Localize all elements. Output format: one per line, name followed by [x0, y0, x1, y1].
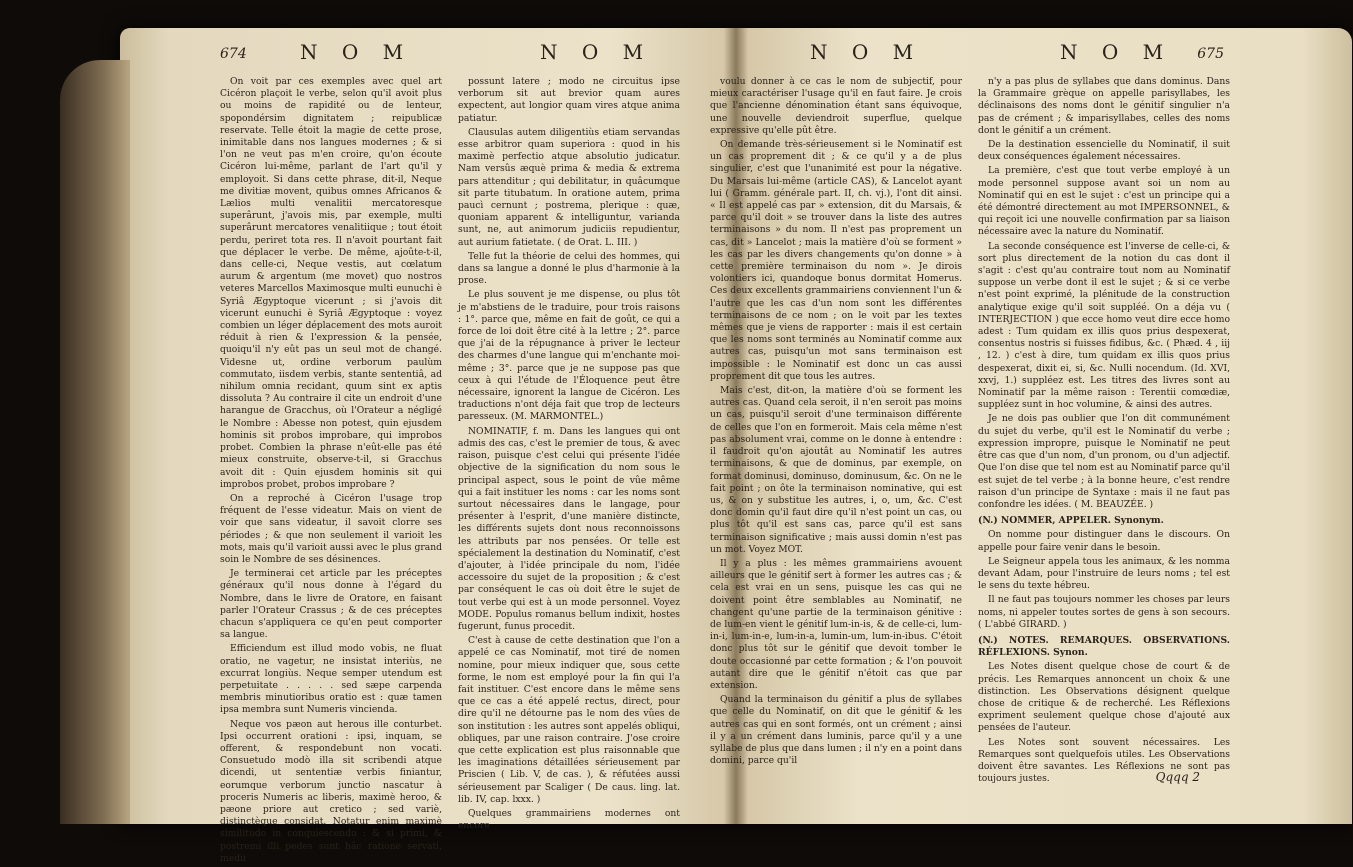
paragraph: Les Notes disent quelque chose de court & de précis. Les Remarques annoncent un choix & une distinction. Les Observations désignent quelque chose de critique & de recherché. Les Réflexions expriment seulement quelque chose d'ajouté aux pensées de l'auteur. [978, 661, 1230, 734]
paragraph: Mais c'est, dit-on, la matière d'où se forment les autres cas. Quand cela seroit, il n'en seroit pas moins un cas, puisqu'il seroit d'une terminaison différente de celles que l'on en formeroit. Mais cela même n'est pas absolument vrai, comme on le donne à entendre : il faudroit qu'on ajoutât au Nominatif les autres terminaisons, & que de dominus, par exemple, on format dominusi, dominuso, dominusum, &c. On ne le fait point ; on ôte la terminaison nominative, qui est us, & on y substitue les autres, i, o, um, &c. C'est donc domin qu'il faut dire qu'il n'est point un cas, ou plus tôt qu'il est sans cas, parce qu'il est sans terminaison significative ; mais aussi domin n'est pas un mot. Voyez MOT. [710, 385, 962, 555]
paragraph: Il ne faut pas toujours nommer les choses par leurs noms, ni appeler toutes sortes de gens à son secours. ( L'abbé GIRARD. ) [978, 594, 1230, 630]
paragraph: Je terminerai cet article par les préceptes généraux qu'il nous donne à l'égard du Nombre, dans le livre de Oratore, en faisant parler l'Orateur Crassus ; & de ces préceptes chacun s'appliquera ce qu'en peut comporter sa langue. [220, 568, 442, 641]
paragraph: Les Notes sont souvent nécessaires. Les Remarques sont quelquefois utiles. Les Observations doivent être savantes. Les Réflexions ne sont pas toujours justes. [978, 736, 1230, 785]
paragraph: On demande très-sérieusement si le Nominatif est un cas proprement dit ; & ce qu'il y a de plus singulier, c'est que l'unanimité est pour la négative. Du Marsais lui-même (article CAS), & Lancelot ayant lui ( Gramm. générale part. II, ch. vj.), l'ont dit ainsi. « Il est appelé cas par » extension, dit du Marsais, & parce qu'il doit » se trouver dans la liste des autres terminaisons » du nom. Il n'est pas proprement un cas, dit » Lancelot ; mais la matière d'où se forment » les cas par les divers changements qu'on donne » à cette première terminaison du nom ». Je dirois volontiers ici, quandoque bonus dormitat Homerus. Ces deux excellents grammairiens conviennent l'un & l'autre que les cas d'un nom sont les différentes terminaisons de ce nom ; on le voit par les textes mêmes que je viens de rapporter : mais il est certain que les noms sont terminés au Nominatif comme aux autres cas, puisqu'un mot sans terminaison est impossible : le Nominatif est donc un cas aussi proprement dit que tous les autres. [710, 139, 962, 382]
right-head-word-2: N O M [1060, 40, 1173, 64]
paragraph: Le Seigneur appela tous les animaux, & les nomma devant Adam, pour l'instruire de leurs noms ; tel est le sens du texte hébreu. [978, 555, 1230, 592]
left-column-1 [220, 76, 442, 867]
left-columns [180, 76, 680, 867]
left-running-head [180, 40, 680, 70]
paragraph: La seconde conséquence est l'inverse de celle-ci, & sort plus directement de la notion du cas dont il s'agit : c'est qu'au contraire tout nom au Nominatif suppose un verbe dont il est le sujet ; & si ce verbe n'est point exprimé, la plénitude de la construction analytique exige qu'il soit suppléé. On a déja vu ( INTERJECTION ) que ecce homo veut dire ecce homo adest : Tum quidam ex illis quos prius despexerat, consentus nostris si fuisses fidibus, &c. ( Phæd. 4 , iij , 12. ) c'est à dire, tum quidam ex illis quos prius despexerat, dixit ei, si, &c. Nulli nocendum. (Id. XVI, xxvj, 1.) suppléez est. Les titres des livres sont au Nominatif par la même raison : Terentii comœdiæ, suppléez sunt in hoc volumine, & ainsi des autres. [978, 240, 1230, 411]
paragraph: Je ne dois pas oublier que l'on dit communément du sujet du verbe, qu'il est le Nominatif du verbe ; expression impropre, puisque le Nominatif ne peut être cas que d'un nom, d'un pronom, ou d'un adjectif. Que l'on dise que tel nom est au Nominatif parce qu'il est sujet de tel verbe ; à la bonne heure, c'est rendre raison d'un principe de Syntaxe : mais il ne faut pas confondre les idées. ( M. BEAUZÉE. ) [978, 413, 1230, 510]
right-page-number: 675 [1197, 46, 1224, 62]
left-page-number: 674 [220, 46, 247, 62]
paragraph: Telle fut la théorie de celui des hommes, qui dans sa langue a donné le plus d'harmonie à la prose. [458, 250, 680, 287]
paragraph: On a reproché à Cicéron l'usage trop fréquent de l'esse videatur. Mais on vient de voir que sans videatur, il savoit clorre ses périodes ; & que non seulement il varioit les mots, mais qu'il varioit aussi avec le plus grand soin le Nombre de ses désinences. [220, 492, 442, 565]
paragraph: La première, c'est que tout verbe employé à un mode personnel suppose avant soi un nom au Nominatif qui en est le sujet : c'est un principe qui a été démontré directement au mot IMPERSONNEL, & qui reçoit ici une nouvelle confirmation par sa liaison nécessaire avec la nature du Nominatif. [978, 165, 1230, 238]
paragraph: Quelques grammairiens modernes ont encore [458, 807, 680, 832]
paragraph: Efficiendum est illud modo vobis, ne fluat oratio, ne vagetur, ne insistat interiùs, ne excurrat longiùs. Neque semper utendum est perpetuitate . . . . . sed sæpe carpenda membris minutioribus oratio est : quæ tamen ipsa membra sunt Numeris vincienda. [220, 643, 442, 716]
left-head-word-2: N O M [540, 40, 653, 64]
right-running-head [710, 40, 1230, 70]
paragraph: Il y a plus : les mêmes grammairiens avouent ailleurs que le génitif sert à former les autres cas ; & cela est vrai en un sens, puisque les cas qui ne doivent point être semblables au Nominatif, ne changent qu'une partie de la terminaison génitive : de lum-en vient le génitif lum-in-is, & de celle-ci, lum-in-i, lum-in-e, lum-in-a, lumin-um, lum-in-ibus. C'étoit donc plus tôt sur le génitif que devoit tomber le doute occasionné par cette formation ; & l'on pouvoit autant dire que le génitif n'étoit cas que par extension. [710, 557, 962, 691]
printer-signature: Qqqq 2 [1155, 770, 1200, 784]
paragraph: voulu donner à ce cas le nom de subjectif, pour mieux caractériser l'usage qu'il en faut faire. Je crois que l'ancienne dénomination étant sans équivoque, une nouvelle deviendroit superflue, quelque expressive qu'elle pût être. [710, 76, 962, 136]
paragraph: Neque vos pæon aut herous ille conturbet. Ipsi occurrent orationi : ipsi, inquam, se offerent, & respondebunt non vocati. Consuetudo modò illa sit scribendi atque dicendi, ut sententiæ verbis finiantur, eorumque verborum junctio nascatur à proceris Numeris ac liberis, maximè heroo, & pæone priore aut cretico ; sed variè, distinctèque considat. Notatur enim maximè similitudo in conquiescendo : & si primi, & postremi illi pedes sunt hâc ratione servati, medii [220, 718, 442, 864]
paragraph: Le plus souvent je me dispense, ou plus tôt je m'abstiens de le traduire, pour trois raisons : 1°. parce que, même en fait de goût, ce qui a force de loi doit être cité à la lettre ; 2°. parce que j'ai de la répugnance à priver le lecteur des charmes d'une langue qui m'enchante moi-même ; 3°. parce que je ne suppose pas que ceux à qui l'étude de l'Éloquence peut être nécessaire, ignorent la langue de Cicéron. Les traductions n'ont déja fait que trop de lecteurs paresseux. (M. MARMONTEL.) [458, 289, 680, 423]
paragraph: De la destination essencielle du Nominatif, il suit deux conséquences également nécessaires. [978, 139, 1230, 163]
paragraph: C'est à cause de cette destination que l'on a appelé ce cas Nominatif, mot tiré de nomen nomine, pour mieux indiquer que, sous cette forme, le nom est employé pour la fin qui l'a fait instituer. C'est encore dans le même sens que ce cas a été appelé rectus, direct, pour dire qu'il ne détourne pas le nom des vûes de son institution : les autres sont appelés obliqui, obliques, par une raison contraire. J'ose croire que cette explication est plus raisonnable que les imaginations détaillées sérieusement par Priscien ( Lib. V, de cas. ), & réfutées aussi sérieusement par Scaliger ( De caus. ling. lat. lib. IV, cap. lxxx. ) [458, 635, 680, 805]
entry-nommer-heading: (N.) NOMMER, APPELER. Synonym. [978, 515, 1164, 527]
paragraph: possunt latere ; modo ne circuitus ipse verborum sit aut brevior quam aures expectent, aut longior quam vires atque anima patiatur. [458, 76, 680, 124]
paragraph: n'y a pas plus de syllabes que dans dominus. Dans la Grammaire grèque on appelle parisyllabes, les déclinaisons des noms dont le génitif singulier n'a pas de crément ; & imparisyllabes, celles des noms dont le génitif a un crément. [978, 76, 1230, 136]
right-columns [710, 76, 1230, 787]
right-head-word-1: N O M [810, 40, 923, 64]
entry-notes-heading: (N.) NOTES. REMARQUES. OBSERVATIONS. RÉFLEXIONS. Synon. [978, 634, 1230, 659]
left-column-2 [458, 76, 680, 867]
left-head-word-1: N O M [300, 40, 413, 64]
right-column-2 [978, 76, 1230, 787]
paragraph: On voit par ces exemples avec quel art Cicéron plaçoit le verbe, selon qu'il avoit plus ou moins de rapidité ou de lenteur, spopondérsim dignitatem ; reipublicæ reservate. Telle étoit la magie de cette prose, inimitable dans nos langues modernes ; & si l'on ne veut pas m'en croire, qu'on écoute Cicéron lui-même, parlant de l'art qu'il y employoit. Si dans cette phrase, dit-il, Neque me divitiæ movent, quibus omnes Africanos & Lælios multi venalitii mercatoresque superârunt, j'avois mis, par exemple, multi superârunt mercatores venalitiique ; tout étoit perdu, periret tota res. Il n'avoit pourtant fait que déplacer le verbe. De même, ajoûte-t-il, dans celle-ci, Neque vestis, aut cœlatum aurum & argentum (me movet) quo nostros veteres Marcellos Maximosque multi eunuchi è Syriâ Ægyptoque vicerunt ; si j'avois dit vicerunt eunuchi è Syriâ Ægyptoque : voyez combien un léger déplacement des mots auroit réduit à rien & l'expression & la pensée, quoiqu'il n'y eût pas un seul mot de changé. Videsne ut, ordine verborum paulùm commutato, iisdem verbis, stante sententiâ, ad nihilum omnia recidant, quum sint ex aptis dissoluta ? Au contraire il cite un endroit d'une harangue de Gracchus, où l'Orateur a négligé le Nombre : Abesse non potest, quin ejusdem hominis sit probos improbare, qui improbos probet. Combien la phrase n'eût-elle pas été mieux construite, observe-t-il, si Gracchus avoit dit : Quin ejusdem hominis sit qui improbos probet, probos improbare ? [220, 76, 442, 490]
entry-nominatif: NOMINATIF, f. m. Dans les langues qui ont admis des cas, c'est le premier de tous, & avec raison, puisque c'est celui qui présente l'idée objective de la signification du nom sous le principal aspect, sous le point de vûe même qui a fait instituer les noms : car les noms sont surtout nécessaires dans le langage, pour présenter à l'esprit, d'une manière distincte, les différents sujets dont nous reconnoissons les attributs par nos pensées. Or telle est spécialement la destination du Nominatif, c'est d'ajouter, à l'idée principale du nom, l'idée accessoire du sujet de la proposition ; & c'est par conséquent le cas où doit être le sujet de tout verbe qui est à un mode personnel. Voyez MODE. Populus romanus bellum indixit, hostes fugerunt, funus procedit. [458, 425, 680, 632]
paragraph: Clausulas autem diligentiùs etiam servandas esse arbitror quam superiora : quod in his maximè perfectio atque absolutio judicatur. Nam versûs æquè prima & media & extrema pars attenditur ; qui debilitatur, in quâcumque sit parte titubatum. In oratione autem, prima paucì cernunt ; postrema, plerique : quæ, quoniam apparent & intelliguntur, varianda sunt, ne, aut animorum judiciis repudientur, aut aurium fatietate. ( de Orat. L. III. ) [458, 126, 680, 248]
paragraph: Quand la terminaison du génitif a plus de syllabes que celle du Nominatif, on dit que le génitif & les autres cas qui en sont formés, ont un crément ; ainsi il y a un crément dans luminis, parce qu'il y a une syllabe de plus que dans lumen ; il n'y en a point dans domini, parce qu'il [710, 694, 962, 767]
left-page [180, 40, 680, 864]
book-spine-edge [60, 60, 130, 824]
right-page [710, 40, 1230, 820]
paragraph: On nomme pour distinguer dans le discours. On appelle pour faire venir dans le besoin. [978, 529, 1230, 553]
right-column-1 [710, 76, 962, 787]
